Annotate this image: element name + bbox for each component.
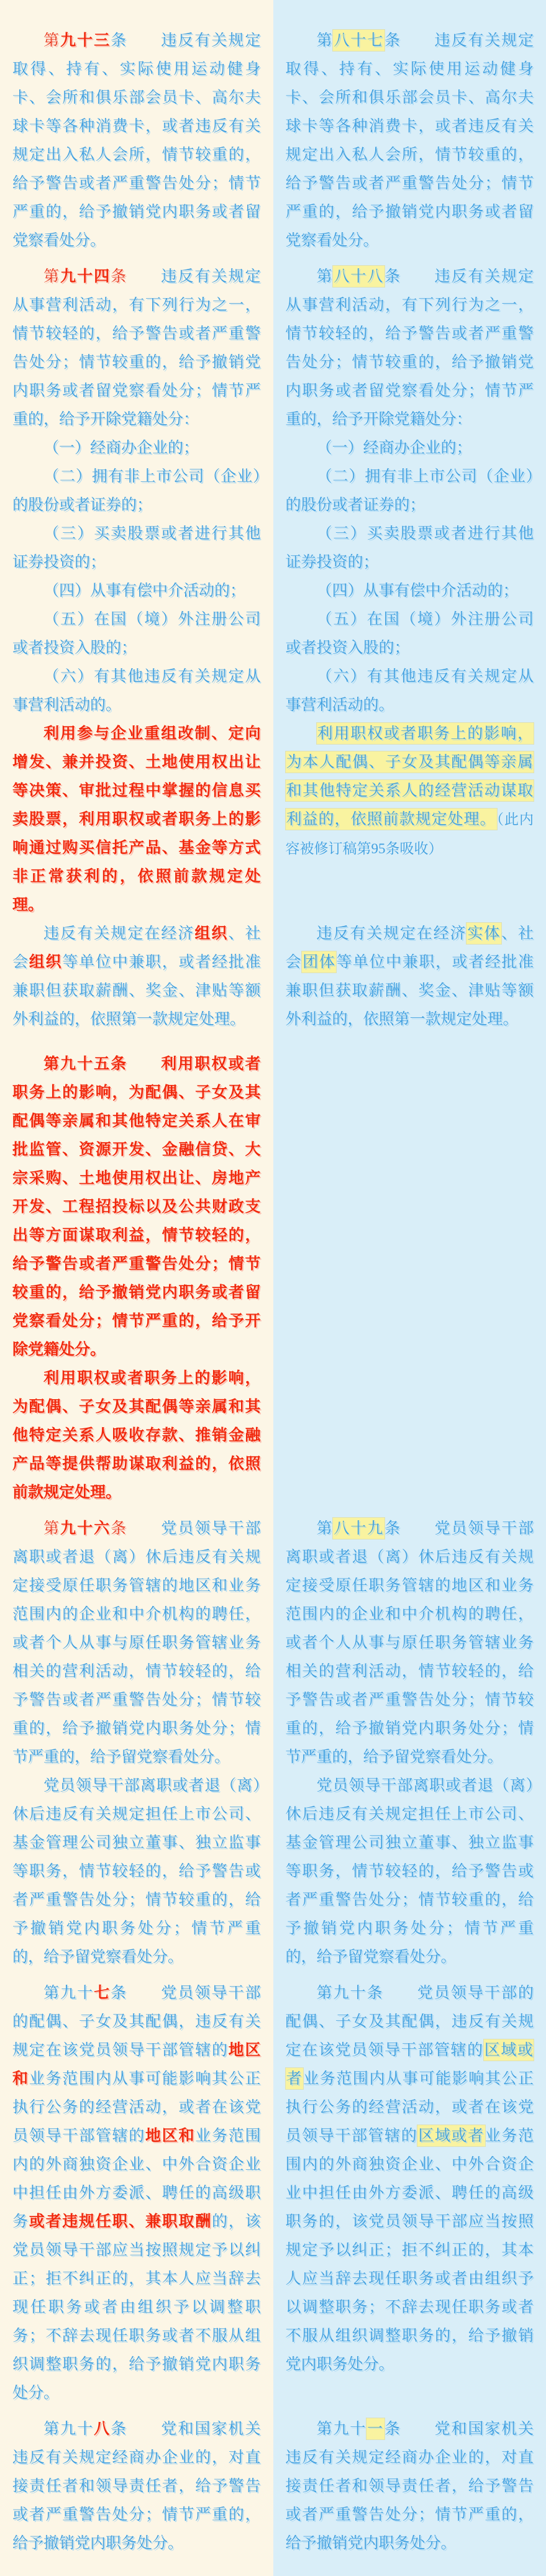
body-text: 党员领导干部离职或者退（离）休后违反有关规定担任上市公司、基金管理公司独立董事、独立监事等职务，情节较轻的，给予警告或者严重警告处分；情节较重的，给予撤销党内职务处分；情节严重的，给予留党察看处分。: [286, 1777, 534, 1966]
added-text: 或者违规任职、兼职取酬: [29, 2213, 212, 2230]
body-text: （二）拥有非上市公司（企业）的股份或者证券的；: [286, 468, 534, 514]
deleted-text-highlight: 实体: [466, 923, 501, 944]
body-text: 第九十: [43, 2420, 94, 2438]
body-text: （六）有其他违反有关规定从事营利活动的。: [286, 668, 534, 714]
body-text: 第九十: [317, 2420, 367, 2438]
revised-article-96-p1: [0, 1507, 273, 1771]
body-text: 第九十条 党员领导干部的配偶、子女及其配偶，违反有关规定在该党员领导干部管辖的: [286, 1984, 534, 2059]
added-text: 九十三: [60, 32, 111, 49]
original-art88-p2-deleted: [286, 719, 534, 863]
body-text: （四）从事有偿中介活动的；: [43, 582, 245, 599]
revised-article-98: [0, 2407, 273, 2576]
deleted-text-highlight: 八十八: [333, 266, 384, 287]
body-text: 条 违反有关规定取得、持有、实际使用运动健身卡、会所和俱乐部会员卡、高尔夫球卡等各种消费卡，或者违反有关规定出入私人会所，情节较重的，给予警告或者严重警告处分；情节严重的，给予撤销党内职务或者留党察看处分。: [12, 32, 261, 249]
revised-art94-p1: [12, 262, 261, 433]
added-text: 八: [94, 2420, 111, 2438]
body-text: 条 党员领导干部的配偶、子女及其配偶，违反有关规定在该党员领导干部管辖的: [12, 1984, 261, 2059]
revised-article-95-new: [0, 1033, 273, 1507]
original-art88-item-5: [286, 605, 534, 662]
changed-text: 第: [43, 268, 60, 285]
original-art91-p1: [286, 2415, 534, 2557]
body-text: 第: [317, 1520, 334, 1537]
deleted-text-highlight: 一: [366, 2418, 384, 2439]
original-art89-p1: [286, 1514, 534, 1771]
body-text: 党员领导干部离职或者退（离）休后违反有关规定接受原任职务管辖的地区和业务范围内的企业和中介机构的聘任，或者个人从事与原任职务管辖业务相关的营利活动，情节较轻的，给予警告或者严重警告处分；情节较重的，给予撤销党内职务处分；情节严重的，给予留党察看处分。: [12, 1520, 261, 1766]
body-text: 、社会: [286, 925, 534, 971]
added-text: 七: [94, 1984, 111, 2002]
original-art90-p1: [286, 1979, 534, 2379]
changed-text: 条: [111, 268, 127, 285]
original-article-87: [273, 0, 546, 255]
original-art88-item-3: [286, 519, 534, 576]
body-text: 等单位中兼职，或者经批准兼职但获取薪酬、奖金、津贴等额外利益的，依照第一款规定处理。: [286, 953, 534, 1028]
original-art89-p2: [286, 1771, 534, 1971]
original-art88-item-6: [286, 662, 534, 719]
changed-text: 条: [111, 1520, 127, 1537]
revised-art94-item-2: [12, 462, 261, 519]
body-text: 违反有关规定在经济: [43, 925, 194, 942]
revised-art95-p1: [12, 1050, 261, 1364]
deleted-text-highlight: 八十七: [333, 30, 384, 51]
added-text: 第九十五条 利用职权或者职务上的影响，为配偶、子女及其配偶等亲属和其他特定关系人在审批监管、资源开发、金融信贷、大宗采购、土地使用权出让、房地产开发、工程招投标以及公共财政支出等方面谋取利益，情节较轻的，给予警告或者严重警告处分；情节较重的，给予撤销党内职务或者留党察看处分；情节严重的，给予开除党籍处分。: [12, 1055, 261, 1358]
added-text: 地区和: [145, 2127, 195, 2144]
original-art88-item-4: [286, 576, 534, 605]
revised-article-97: [0, 1971, 273, 2407]
editor-note: （此内容被修订稿第95条吸收）: [286, 812, 534, 856]
original-article-88-intro: [273, 255, 546, 719]
body-text: （一）经商办企业的；: [317, 439, 472, 456]
added-text: 利用职权或者职务上的影响，为配偶、子女及其配偶等亲属和其他特定关系人吸收存款、推销金融产品等提供帮助谋取利益的，依照前款规定处理。: [12, 1369, 261, 1501]
body-text: （六）有其他违反有关规定从事营利活动的。: [12, 668, 261, 714]
added-text: 九十四: [60, 268, 111, 285]
revised-art94-item-5: [12, 605, 261, 662]
added-text: 九十六: [60, 1520, 111, 1537]
added-text: 组织: [194, 925, 228, 942]
body-text: （二）拥有非上市公司（企业）的股份或者证券的；: [12, 468, 261, 514]
body-text: 业务范围内的外商独资企业、中外合资企业中担任由外方委派、聘任的高级职务: [12, 2127, 261, 2230]
revised-art95-p2: [12, 1364, 261, 1507]
body-text: 的，该党员领导干部应当按照规定予以纠正；拒不纠正的，其本人应当辞去现任职务或者由组织予以调整职务；不辞去现任职务或者不服从组织调整职务的，给予撤销党内职务处分。: [12, 2213, 261, 2401]
revised-art93-p1: [12, 26, 261, 255]
body-text: 等单位中兼职，或者经批准兼职但获取薪酬、奖金、津贴等额外利益的，依照第一款规定处理。: [12, 953, 261, 1028]
revised-art94-item-1: [12, 433, 261, 462]
added-text: 地区和: [12, 2041, 260, 2087]
deleted-text-highlight: 区域或者: [286, 2039, 534, 2089]
revised-article-94-intro: [0, 255, 273, 719]
body-text: 第: [317, 268, 334, 285]
revised-article-96-p2: [0, 1771, 273, 1971]
revised-article-93: [0, 0, 273, 255]
revised-art94-item-6: [12, 662, 261, 719]
changed-text: 第: [43, 1520, 60, 1537]
original-art88-item-2: [286, 462, 534, 519]
body-text: 、社会: [12, 925, 260, 971]
revised-art98-p1: [12, 2415, 261, 2557]
body-text: （五）在国（境）外注册公司或者投资入股的；: [12, 610, 261, 656]
body-text: 业务范围内的外商独资企业、中外合资企业中担任由外方委派、聘任的高级职务的，该党员领导干部应当按照规定予以纠正；拒不纠正的，其本人应当辞去现任职务或者由组织予以调整职务；不辞去现任职务或者不服从组织调整职务的，给予撤销党内职务处分。: [286, 2127, 534, 2373]
original-art87-p1: [286, 26, 534, 255]
body-text: （五）在国（境）外注册公司或者投资入股的；: [286, 610, 534, 656]
original-article-91: [273, 2407, 546, 2576]
original-article-88-last-paragraph: [273, 919, 546, 1033]
body-text: 业务范围内从事可能影响其公正执行公务的经营活动，或者在该党员领导干部管辖的: [12, 2070, 261, 2144]
body-text: （一）经商办企业的；: [43, 439, 199, 456]
deleted-text-highlight: 利用职权或者职务上的影响，为本人配偶、子女及其配偶等亲属和其他特定关系人的经营活动谋取利益的，依照前款规定处理。: [286, 723, 534, 830]
body-text: （三）买卖股票或者进行其他证券投资的；: [286, 525, 534, 571]
body-text: （三）买卖股票或者进行其他证券投资的；: [12, 525, 261, 571]
body-text: 违反有关规定在经济: [317, 925, 467, 942]
body-text: （四）从事有偿中介活动的；: [317, 582, 519, 599]
revised-art97-p1: [12, 1979, 261, 2407]
revised-art94-item-4: [12, 576, 261, 605]
original-article-88-deleted-paragraph: [273, 719, 546, 919]
deleted-text-highlight: 八十九: [333, 1518, 384, 1539]
body-text: 违反有关规定从事营利活动，有下列行为之一，情节较轻的，给予警告或者严重警告处分；情节较重的，给予撤销党内职务或者留党察看处分；情节严重的，给予开除党籍处分：: [12, 268, 261, 428]
changed-text: 第: [43, 32, 60, 49]
body-text: 条 违反有关规定取得、持有、实际使用运动健身卡、会所和俱乐部会员卡、高尔夫球卡等各种消费卡，或者违反有关规定出入私人会所，情节较重的，给予警告或者严重警告处分；情节严重的，给予撤销党内职务或者留党察看处分。: [286, 32, 534, 249]
original-art88-p3: [286, 919, 534, 1033]
revised-art94-p2-added: [12, 719, 261, 919]
body-text: 条 违反有关规定从事营利活动，有下列行为之一，情节较轻的，给予警告或者严重警告处分；情节较重的，给予撤销党内职务或者留党察看处分；情节严重的，给予开除党籍处分：: [286, 268, 534, 428]
deleted-text-highlight: 区域或者: [417, 2125, 485, 2146]
original-article-89-p1: [273, 1507, 546, 1771]
added-text: 利用参与企业重组改制、定向增发、兼并投资、土地使用权出让等决策、审批过程中掌握的信息买卖股票，利用职权或者职务上的影响通过购买信托产品、基金等方式非正常获利的，依照前款规定处理。: [12, 725, 261, 914]
original-empty-slot: [273, 1033, 546, 1507]
original-article-89-p2: [273, 1771, 546, 1971]
revised-article-94-last-paragraph: [0, 919, 273, 1033]
body-text: 条 党和国家机关违反有关规定经商办企业的，对直接责任者和领导责任者，给予警告或者严重警告处分；情节严重的，给予撤销党内职务处分。: [12, 2420, 261, 2552]
body-text: 第九十: [43, 1984, 94, 2002]
body-text: 党员领导干部离职或者退（离）休后违反有关规定担任上市公司、基金管理公司独立董事、独立监事等职务，情节较轻的，给予警告或者严重警告处分；情节较重的，给予撤销党内职务处分；情节严重的，给予留党察看处分。: [12, 1777, 261, 1966]
body-text: 条 党和国家机关违反有关规定经商办企业的，对直接责任者和领导责任者，给予警告或者严重警告处分；情节严重的，给予撤销党内职务处分。: [286, 2420, 534, 2552]
original-art88-item-1: [286, 433, 534, 462]
body-text: 第: [317, 32, 334, 49]
added-text: 组织: [29, 953, 63, 971]
original-art88-p1: [286, 262, 534, 433]
revised-art94-p3: [12, 919, 261, 1033]
revised-art96-p1: [12, 1514, 261, 1771]
body-text: 业务范围内从事可能影响其公正执行公务的经营活动，或者在该党员领导干部管辖的: [286, 2070, 534, 2144]
revised-article-94-added-paragraph: [0, 719, 273, 919]
revised-art94-item-3: [12, 519, 261, 576]
deleted-text-highlight: 团体: [302, 951, 336, 973]
body-text: 条 党员领导干部离职或者退（离）休后违反有关规定接受原任职务管辖的地区和业务范围内的企业和中介机构的聘任，或者个人从事与原任职务管辖业务相关的营利活动，情节较轻的，给予警告或者严重警告处分；情节较重的，给予撤销党内职务处分；情节严重的，给予留党察看处分。: [286, 1520, 534, 1766]
original-article-90: [273, 1971, 546, 2407]
revised-art96-p2: [12, 1771, 261, 1971]
